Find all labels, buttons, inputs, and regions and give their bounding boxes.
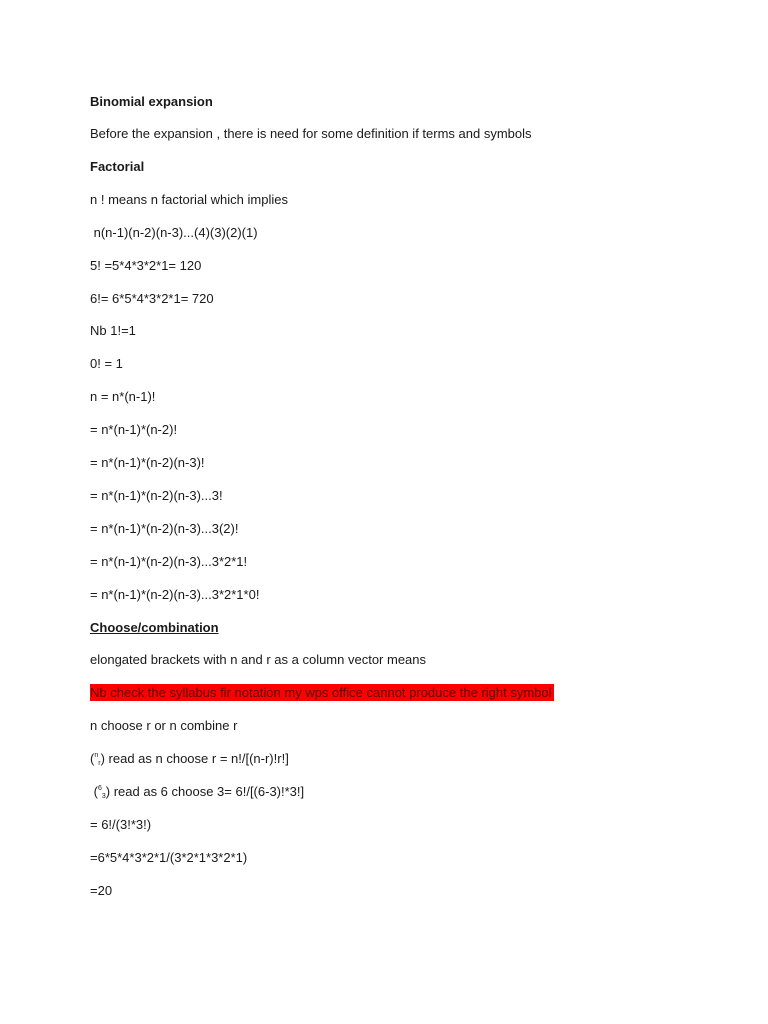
factorial-step: = n*(n-1)*(n-2)(n-3)...3*2*1*0! bbox=[90, 587, 260, 602]
formula-sub: 3 bbox=[101, 793, 106, 800]
factorial-example-6: 6!= 6*5*4*3*2*1= 720 bbox=[90, 291, 214, 306]
factorial-note-0: 0! = 1 bbox=[90, 356, 123, 371]
factorial-step: = n*(n-1)*(n-2)(n-3)...3! bbox=[90, 488, 223, 503]
factorial-step: = n*(n-1)*(n-2)(n-3)...3*2*1! bbox=[90, 554, 248, 569]
formula-sup: 6 bbox=[97, 785, 102, 792]
combination-heading: Choose/combination bbox=[90, 620, 219, 635]
combination-read-as: n choose r or n combine r bbox=[90, 718, 238, 733]
factorial-definition: n ! means n factorial which implies bbox=[90, 192, 288, 207]
factorial-step: = n*(n-1)*(n-2)(n-3)! bbox=[90, 455, 205, 470]
factorial-note-1: Nb 1!=1 bbox=[90, 323, 136, 338]
factorial-step: = n*(n-1)*(n-2)(n-3)...3(2)! bbox=[90, 521, 239, 536]
formula-open-paren: ( bbox=[90, 784, 98, 799]
combination-work-step: =6*5*4*3*2*1/(3*2*1*3*2*1) bbox=[90, 850, 248, 865]
formula-open-paren: ( bbox=[90, 751, 95, 766]
highlight-note bbox=[90, 684, 554, 702]
factorial-step: n = n*(n-1)! bbox=[90, 389, 156, 404]
combination-work-step: = 6!/(3!*3!) bbox=[90, 817, 152, 832]
combination-result: =20 bbox=[90, 883, 113, 898]
formula-general bbox=[90, 750, 289, 768]
combination-description: elongated brackets with n and r as a column vector means bbox=[90, 652, 427, 667]
intro-paragraph: Before the expansion , there is need for some definition if terms and symbols bbox=[90, 126, 532, 141]
formula-rest: ) read as n choose r = n!/[(n-r)!r!] bbox=[100, 751, 289, 766]
factorial-step: = n*(n-1)*(n-2)! bbox=[90, 422, 178, 437]
factorial-product: n(n-1)(n-2)(n-3)...(4)(3)(2)(1) bbox=[90, 225, 258, 240]
factorial-heading: Factorial bbox=[90, 159, 145, 174]
formula-rest: ) read as 6 choose 3= 6!/[(6-3)!*3!] bbox=[105, 784, 305, 799]
highlight-note-text: Nb check the syllabus fir notation my wps office cannot produce the right symbol bbox=[90, 685, 552, 700]
formula-sup: n bbox=[94, 752, 99, 759]
formula-sub: r bbox=[98, 760, 101, 767]
formula-example bbox=[90, 783, 304, 801]
document-title: Binomial expansion bbox=[90, 94, 213, 109]
factorial-example-5: 5! =5*4*3*2*1= 120 bbox=[90, 258, 202, 273]
